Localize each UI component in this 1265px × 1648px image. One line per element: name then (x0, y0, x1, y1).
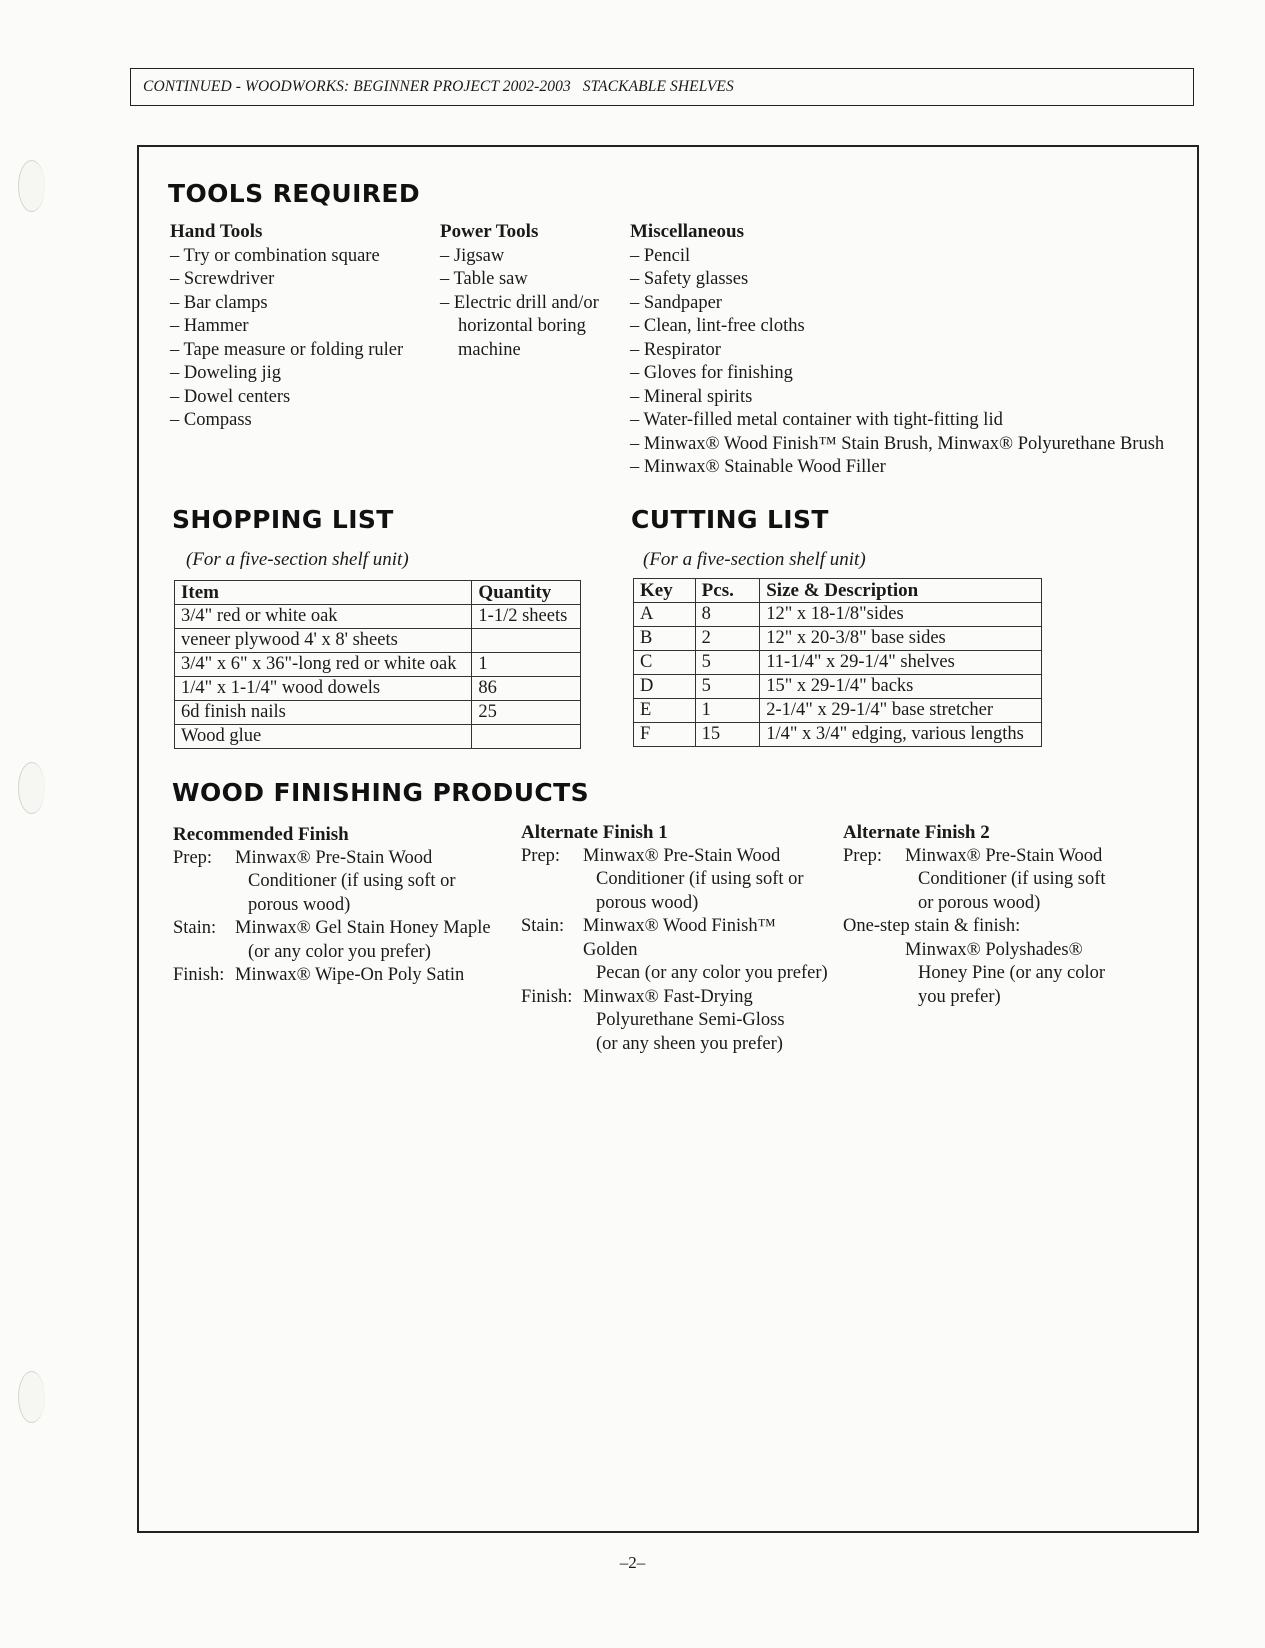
list-item: – Compass (170, 410, 252, 430)
tools-required-title: TOOLS REQUIRED (168, 179, 421, 208)
table-cell: 3/4" x 6" x 36"-long red or white oak (175, 653, 472, 677)
table-cell: A (634, 603, 696, 627)
list-item: – Try or combination square (170, 245, 380, 266)
list-item: – Minwax® Stainable Wood Filler (630, 457, 886, 477)
table-cell: 3/4" red or white oak (175, 605, 472, 629)
list-item: – Bar clamps (170, 292, 268, 313)
table-cell: 15 (695, 723, 760, 747)
finish-line: Minwax® Wipe-On Poly Satin (235, 965, 465, 985)
column-header: Key (634, 579, 696, 603)
running-header (130, 68, 1194, 106)
cutting-list-subtitle: (For a five-section shelf unit) (643, 549, 866, 570)
table-cell: 2 (695, 627, 760, 651)
list-item: – Tape measure or folding ruler (170, 339, 404, 360)
table-cell: 8 (695, 603, 760, 627)
prep-line: porous wood) (248, 894, 351, 915)
table-row (634, 723, 1042, 747)
shopping-list-title: SHOPPING LIST (172, 505, 394, 534)
stain-line: Pecan (or any color you prefer) (596, 963, 828, 983)
table-cell: 1/4" x 1-1/4" wood dowels (175, 677, 472, 701)
stain-label: Stain: (521, 916, 565, 936)
recommended-finish-heading: Recommended Finish (173, 824, 349, 845)
table-cell: 86 (472, 677, 581, 701)
table-row (175, 653, 581, 677)
hand-tools-column (170, 220, 430, 433)
table-row (175, 725, 581, 749)
table-row (175, 605, 581, 629)
prep-line: Minwax® Pre-Stain Wood (905, 845, 1103, 866)
table-cell: 12" x 20-3/8" base sides (760, 627, 1042, 651)
table-cell: Wood glue (175, 725, 472, 749)
finish-label: Finish: (173, 965, 225, 985)
table-cell: 2-1/4" x 29-1/4" base stretcher (760, 699, 1042, 723)
list-item: – Respirator (630, 339, 721, 360)
prep-line: Conditioner (if using soft (918, 869, 1106, 889)
cutting-list-table (633, 578, 1042, 747)
shopping-list-subtitle: (For a five-section shelf unit) (186, 549, 409, 570)
prep-line: Conditioner (if using soft or (596, 869, 804, 889)
prep-value (583, 845, 831, 916)
list-item: – Jigsaw (440, 245, 505, 266)
stain-line: (or any color you prefer) (248, 941, 431, 962)
table-cell: 6d finish nails (175, 701, 472, 725)
alternate-finish-2-column (843, 821, 1143, 1009)
shopping-list-table (174, 580, 581, 749)
recommended-prep-row (173, 847, 508, 918)
onestep-line: you prefer) (918, 986, 1001, 1007)
prep-value (905, 845, 1143, 916)
running-header-text: CONTINUED - WOODWORKS: BEGINNER PROJECT 2002-2003 STACKABLE SHELVES (143, 78, 734, 95)
table-row (634, 603, 1042, 627)
table-row (634, 699, 1042, 723)
table-cell: E (634, 699, 696, 723)
table-row (175, 701, 581, 725)
table-row (175, 677, 581, 701)
finish-label: Finish: (521, 986, 573, 1007)
table-cell: 15" x 29-1/4" backs (760, 675, 1042, 699)
table-cell: 25 (472, 701, 581, 725)
page-number: –2– (619, 1553, 646, 1572)
prep-line: porous wood) (596, 892, 699, 913)
recommended-finish-row (173, 964, 508, 988)
table-cell: B (634, 627, 696, 651)
table-header-row (634, 579, 1042, 603)
table-cell: 5 (695, 675, 760, 699)
list-item: – Safety glasses (630, 269, 749, 289)
stain-line: Minwax® Gel Stain Honey Maple (235, 918, 491, 938)
table-cell: 11-1/4" x 29-1/4" shelves (760, 651, 1042, 675)
table-cell: C (634, 651, 696, 675)
alt2-onestep-label: One-step stain & finish: (843, 916, 1021, 936)
stain-label: Stain: (173, 918, 217, 938)
hand-tools-heading: Hand Tools (170, 221, 263, 242)
stain-value (583, 915, 831, 986)
power-tools-heading: Power Tools (440, 221, 539, 242)
wood-finishing-title: WOOD FINISHING PRODUCTS (172, 778, 590, 807)
list-item: – Mineral spirits (630, 386, 753, 407)
finish-value (235, 964, 508, 988)
list-item: – Clean, lint-free cloths (630, 316, 805, 336)
binder-hole-middle (18, 762, 45, 814)
alt1-prep-row (521, 845, 831, 916)
binder-hole-bottom (18, 1371, 45, 1423)
table-cell (472, 629, 581, 653)
table-cell: 1 (695, 699, 760, 723)
list-item: – Water-filled metal container with tight-fitting lid (630, 410, 1003, 430)
prep-line: Conditioner (if using soft or (248, 871, 456, 891)
prep-label: Prep: (173, 847, 213, 868)
list-item: – Doweling jig (170, 363, 281, 383)
table-cell: 1-1/2 sheets (472, 605, 581, 629)
table-cell (472, 725, 581, 749)
hand-tools-list (170, 245, 430, 433)
recommended-finish-column (173, 823, 508, 988)
prep-label: Prep: (843, 845, 883, 866)
alternate-finish-2-heading: Alternate Finish 2 (843, 822, 990, 843)
list-item: – Hammer (170, 316, 249, 336)
table-cell: F (634, 723, 696, 747)
prep-line: Minwax® Pre-Stain Wood (583, 845, 781, 866)
onestep-line: Honey Pine (or any color (918, 963, 1106, 983)
stain-value (235, 917, 508, 964)
list-item: – Pencil (630, 245, 691, 266)
alternate-finish-1-heading: Alternate Finish 1 (521, 822, 668, 843)
list-item: – Minwax® Wood Finish™ Stain Brush, Minwax® Polyurethane Brush (630, 433, 1165, 454)
table-row (634, 651, 1042, 675)
list-item: – Gloves for finishing (630, 363, 793, 383)
finish-line: Polyurethane Semi-Gloss (596, 1010, 785, 1030)
table-row (175, 629, 581, 653)
stain-line: Minwax® Wood Finish™ Golden (583, 916, 776, 960)
prep-label: Prep: (521, 845, 561, 866)
recommended-stain-row (173, 917, 508, 964)
column-header: Pcs. (695, 579, 760, 603)
list-item: – Dowel centers (170, 386, 291, 407)
table-cell: veneer plywood 4' x 8' sheets (175, 629, 472, 653)
finish-line: (or any sheen you prefer) (596, 1033, 783, 1054)
table-row (634, 675, 1042, 699)
binder-hole-top (18, 160, 45, 212)
onestep-line: Minwax® Polyshades® (905, 939, 1083, 960)
table-cell: 5 (695, 651, 760, 675)
prep-line: or porous wood) (918, 892, 1041, 913)
table-cell: 1 (472, 653, 581, 677)
table-header-row (175, 581, 581, 605)
list-item: machine (458, 339, 521, 360)
power-tools-column (440, 220, 630, 362)
power-tools-list (440, 245, 630, 363)
alt1-finish-row (521, 986, 831, 1057)
column-header: Item (175, 581, 472, 605)
alt2-prep-row (843, 845, 1143, 916)
misc-tools-column (630, 220, 1170, 480)
misc-tools-heading: Miscellaneous (630, 221, 744, 242)
misc-tools-list (630, 245, 1170, 480)
prep-line: Minwax® Pre-Stain Wood (235, 847, 433, 868)
finish-line: Minwax® Fast-Drying (583, 986, 753, 1007)
list-item: – Sandpaper (630, 292, 722, 313)
list-item: – Screwdriver (170, 269, 275, 289)
prep-value (235, 847, 508, 918)
alt1-stain-row (521, 915, 831, 986)
table-row (634, 627, 1042, 651)
list-item: – Electric drill and/or (440, 292, 599, 313)
list-item: – Table saw (440, 269, 528, 289)
table-cell: D (634, 675, 696, 699)
finish-value (583, 986, 831, 1057)
alternate-finish-1-column (521, 821, 831, 1056)
alt2-onestep-value (843, 939, 1143, 1010)
table-cell: 1/4" x 3/4" edging, various lengths (760, 723, 1042, 747)
column-header: Size & Description (760, 579, 1042, 603)
table-cell: 12" x 18-1/8"sides (760, 603, 1042, 627)
column-header: Quantity (472, 581, 581, 605)
cutting-list-title: CUTTING LIST (631, 505, 829, 534)
list-item: horizontal boring (458, 316, 586, 336)
